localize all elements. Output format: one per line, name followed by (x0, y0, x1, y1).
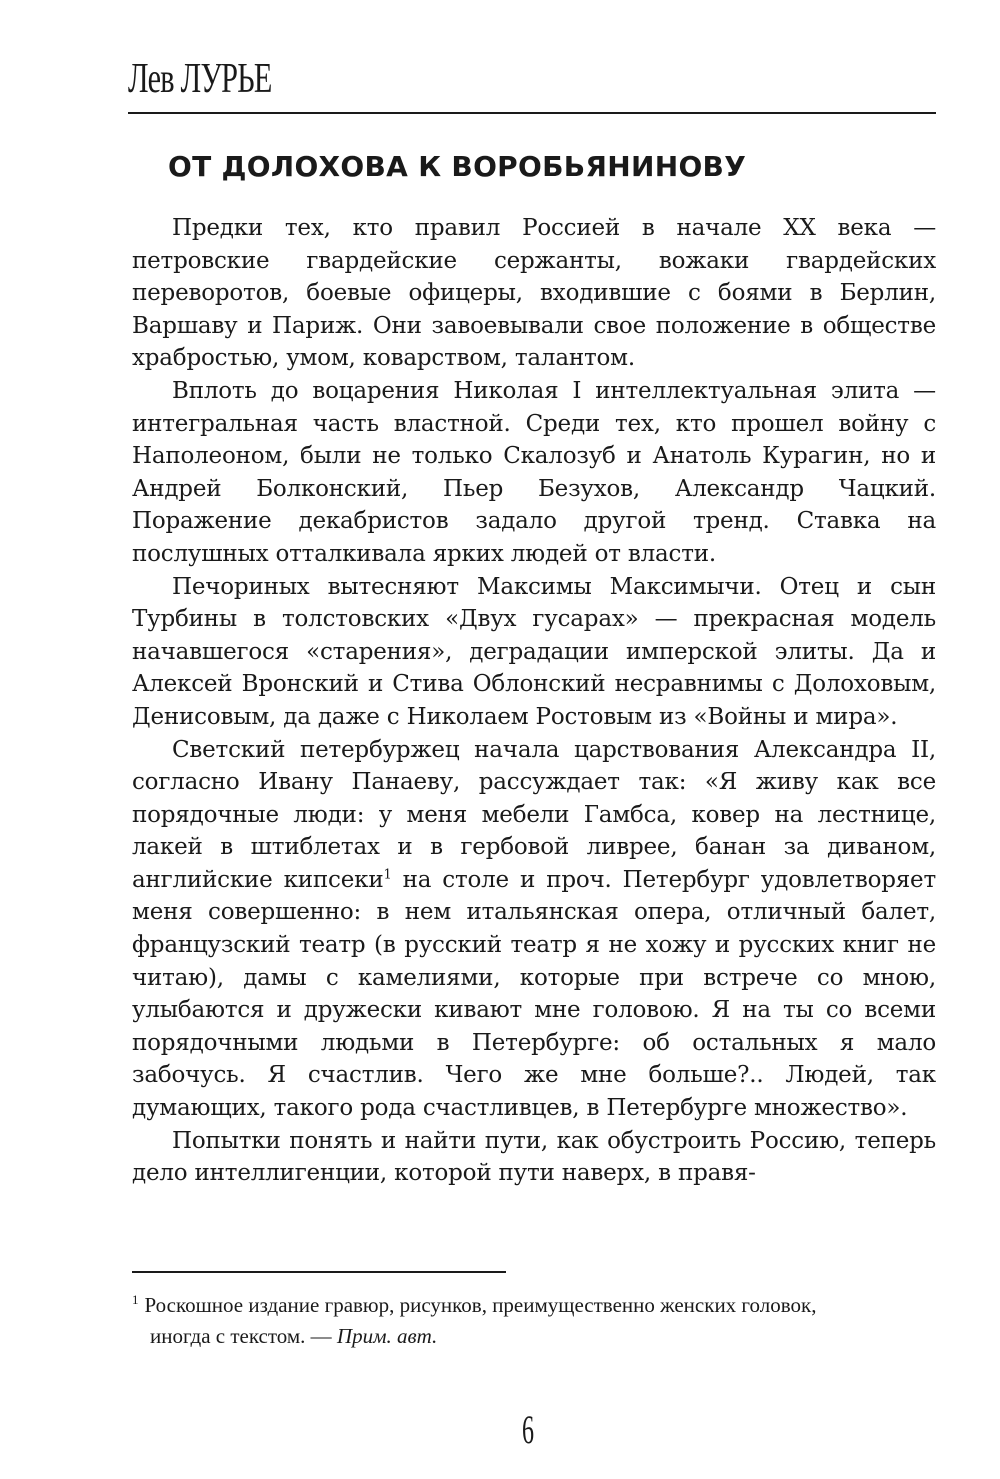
paragraph-4-text-b: на столе и проч. Петербург удовлетворяет меня совершенно: в нем итальянская опера, отличный балет, французский театр (в русский театр я не хожу и русских книг не читаю), дамы с камелиями, которые при встрече со мною, улыбаются и дружески кивают мне головою. Я на ты со всеми порядочными людьми в Петербурге: об остальных я мало забочусь. Я счастлив. Чего же мне больше?.. Людей, так думающих, такого рода счастливцев, в Петербурге множество». (132, 866, 936, 1122)
footnote-attribution: Прим. авт. (336, 1324, 438, 1348)
paragraph-5: Попытки понять и найти пути, как обустроить Россию, теперь дело интеллигенции, которой пути наверх, в правя- (132, 1127, 936, 1187)
footnote-text: Роскошное издание гравюр, рисунков, преимущественно женских головок, (144, 1293, 817, 1317)
footnote-line-1 (132, 1290, 940, 1321)
footnote-reference[interactable]: 1 (383, 867, 392, 883)
footnote-number: 1 (132, 1292, 139, 1307)
chapter-title: ОТ ДОЛОХОВА К ВОРОБЬЯНИНОВУ (168, 150, 747, 183)
footnote (132, 1290, 940, 1352)
footnote-line-2 (132, 1321, 940, 1352)
footnote-text-line-2: иногда с текстом. — (150, 1324, 337, 1348)
paragraph-4-text-a: Светский петербуржец начала царствования Александра II, согласно Ивану Панаеву, рассуждает так: «Я живу как все порядочные люди: у меня мебели Гамбса, ковер на лестнице, лакей в штиблетах и в гербовой ливрее, банан за диваном, английские кипсеки (132, 736, 936, 893)
page-number: 6 (522, 1407, 534, 1452)
running-head: Лев ЛУРЬЕ (128, 56, 272, 102)
body-text (132, 212, 936, 1190)
header-divider (128, 112, 936, 114)
footnote-divider (132, 1271, 506, 1273)
paragraph-1: Предки тех, кто правил Россией в начале XX века — петровские гвардейские сержанты, вожаки гвардейских переворотов, боевые офицеры, входившие с боями в Берлин, Варшаву и Париж. Они завоевывали свое положение в обществе храбростью, умом, коварством, талантом. (132, 215, 936, 372)
paragraph-2: Вплоть до воцарения Николая I интеллектуальная элита — интегральная часть властной. Среди тех, кто прошел войну с Наполеоном, были не только Скалозуб и Анатоль Курагин, но и Андрей Болконский, Пьер Безухов, Александр Чацкий. Поражение декабристов задало другой тренд. Ставка на послушных отталкивала ярких людей от власти. (132, 377, 936, 567)
paragraph-4 (132, 734, 936, 1125)
paragraph-3: Печориных вытесняют Максимы Максимычи. Отец и сын Турбины в толстовских «Двух гусарах» — прекрасная модель начавшегося «старения», деградации имперской элиты. Да и Алексей Вронский и Стива Облонский несравнимы с Долоховым, Денисовым, да даже с Николаем Ростовым из «Войны и мира». (132, 573, 936, 730)
